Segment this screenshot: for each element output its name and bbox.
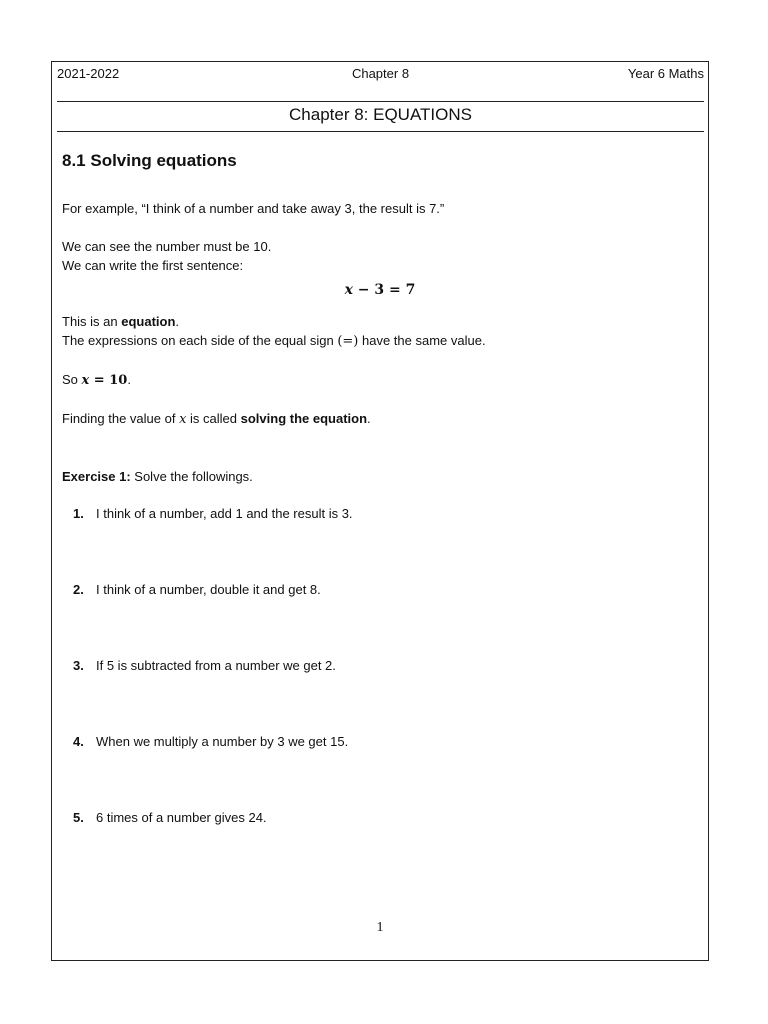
exercise-number: 5. <box>73 810 84 825</box>
title-bottom-divider <box>57 131 704 132</box>
exercise-heading <box>62 467 698 486</box>
exercise-item <box>62 580 698 656</box>
exercise-label: Exercise 1: <box>62 469 131 484</box>
page-content <box>62 150 698 884</box>
equation-definition: This is an equation. <box>62 314 180 329</box>
exercise-number: 4. <box>73 734 84 749</box>
solution-value: 10 <box>109 373 128 388</box>
exercise-question: 6 times of a number gives 24. <box>96 810 267 825</box>
solution-text: So x = 10. <box>62 372 131 388</box>
exercise-number: 2. <box>73 582 84 597</box>
exercise-item <box>62 808 698 884</box>
header-year: 2021-2022 <box>57 66 120 81</box>
header-course: Year 6 Maths <box>627 66 704 81</box>
chapter-title: Chapter 8: EQUATIONS <box>289 105 472 124</box>
equation-operator: − <box>352 282 375 298</box>
exercise-item <box>62 732 698 808</box>
worksheet-page <box>51 61 709 961</box>
exercise-item <box>62 656 698 732</box>
title-top-divider <box>57 101 704 102</box>
example-equation <box>62 281 698 300</box>
equation-equals: = <box>384 282 406 298</box>
exercise-question: If 5 is subtracted from a number we get 2. <box>96 658 336 673</box>
section-heading: 8.1 Solving equations <box>62 151 237 170</box>
exercise-number: 3. <box>73 658 84 673</box>
page-number: 1 <box>376 920 384 935</box>
header-chapter: Chapter 8 <box>351 66 410 81</box>
page-header <box>57 66 704 86</box>
solution-variable: x <box>81 373 90 388</box>
equation-left-number: 3 <box>374 282 385 298</box>
exercise-item <box>62 504 698 580</box>
equation-right-number: 7 <box>405 282 416 298</box>
write-sentence-text: We can write the first sentence: <box>62 258 244 273</box>
equation-variable: x <box>344 282 353 298</box>
exercise-question: I think of a number, double it and get 8. <box>96 582 321 597</box>
equal-sign-symbol: (=) <box>337 334 359 349</box>
exercise-number: 1. <box>73 506 84 521</box>
solving-term: solving the equation <box>240 411 368 426</box>
solving-definition: Finding the value of x is called solving the equation. <box>62 411 371 427</box>
equation-term: equation <box>121 314 176 329</box>
exercise-question: I think of a number, add 1 and the result is 3. <box>96 506 353 521</box>
exercise-instruction: Solve the followings. <box>130 469 253 484</box>
exercise-list <box>62 504 698 884</box>
example-text: For example, “I think of a number and take away 3, the result is 7.” <box>62 201 445 216</box>
see-number-text: We can see the number must be 10. <box>62 239 272 254</box>
finding-variable: x <box>179 412 187 427</box>
expressions-text: The expressions on each side of the equal sign (=) have the same value. <box>62 333 486 349</box>
exercise-question: When we multiply a number by 3 we get 15. <box>96 734 349 749</box>
